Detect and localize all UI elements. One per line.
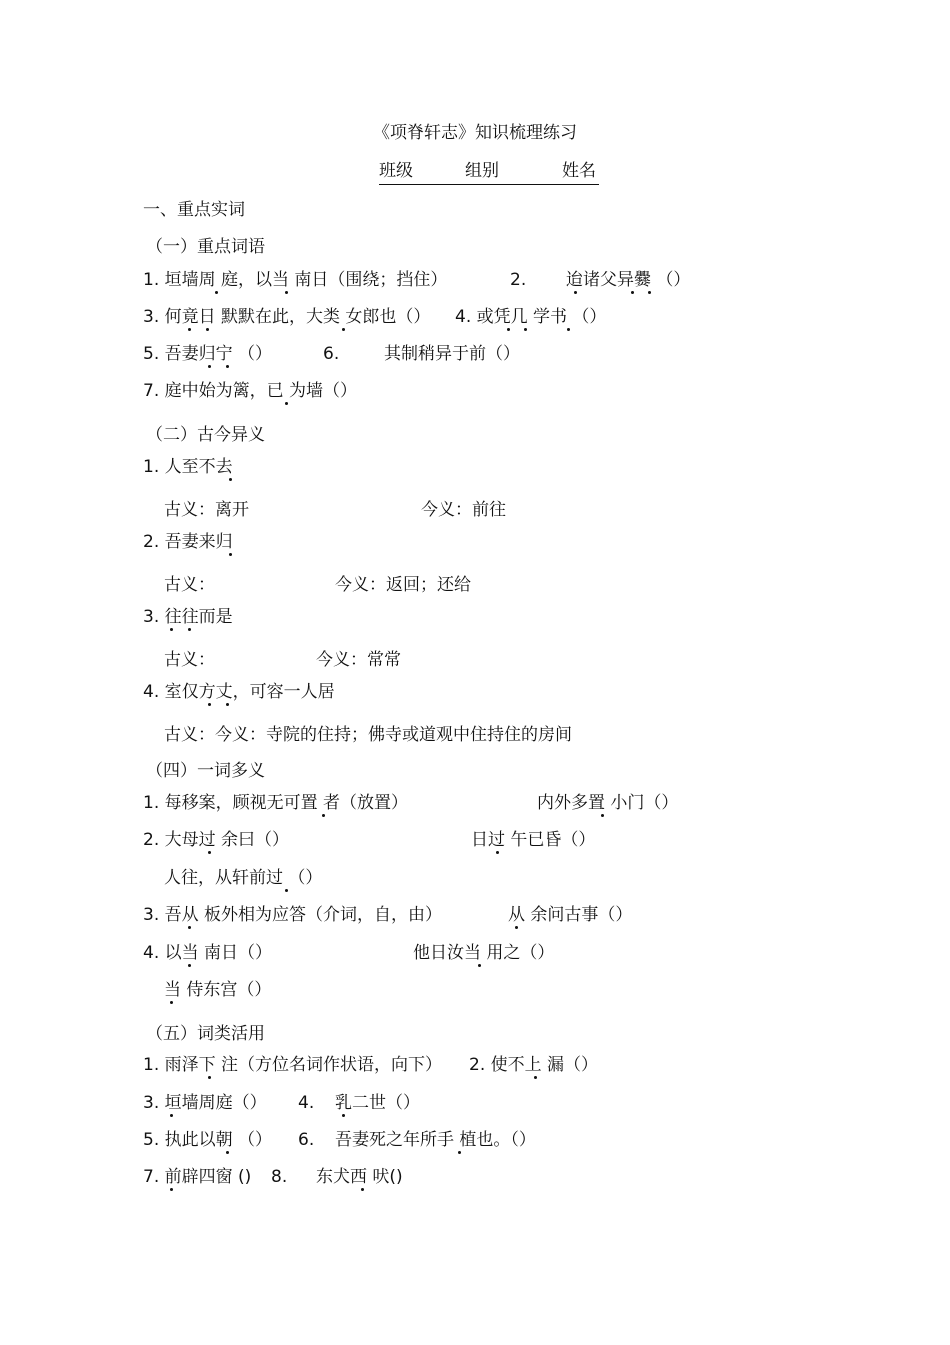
ancient-meaning: 古义：离开 (164, 500, 249, 520)
modern-meaning: 今义：常常 (316, 650, 401, 670)
question-line: 日过 午已昏（） (471, 830, 596, 850)
emphasis-dot (208, 703, 211, 706)
subsection-heading: （一）重点词语 (146, 237, 265, 257)
emphasis-dot (342, 328, 345, 331)
emphasis-dot (285, 889, 288, 892)
question-line: 3. 何竟日 默默在此，大类 女郎也（） (143, 307, 431, 327)
emphasis-dot (229, 553, 232, 556)
question-line: 7. 前辟四窗 () (143, 1167, 252, 1187)
ancient-meaning: 古义： (164, 575, 215, 595)
emphasis-dot (188, 964, 191, 967)
subsection-heading: （二）古今异义 (146, 425, 265, 445)
question-line: 迨诸父异爨 （） (566, 270, 691, 290)
emphasis-dot (648, 291, 651, 294)
emphasis-dot (229, 478, 232, 481)
emphasis-dot (208, 365, 211, 368)
question-line: 人往，从轩前过 （） (164, 868, 323, 888)
question-line: 5. 吾妻归宁 （） (143, 344, 273, 364)
section-heading: 一、重点实词 (143, 200, 245, 220)
page-title: 《项脊轩志》知识梳理练习 (373, 123, 577, 143)
question-line: 3. 垣墙周庭（） (143, 1093, 267, 1113)
emphasis-dot (496, 851, 499, 854)
emphasis-dot (631, 291, 634, 294)
question-line: 从 余问古事（） (508, 905, 633, 925)
modern-meaning: 今义：返回；还给 (335, 575, 471, 595)
ancient-meaning: 古义： (164, 650, 215, 670)
question-number: 4. (298, 1093, 315, 1113)
question-line: 他日汝当 用之（） (413, 943, 555, 963)
emphasis-dot (285, 402, 288, 405)
question-number: 6. (298, 1130, 315, 1150)
emphasis-dot (206, 328, 209, 331)
modern-meaning: 今义：前往 (421, 500, 506, 520)
question-line: 3. 往往而是 (143, 607, 233, 627)
question-line: 内外多置 小门（） (537, 793, 679, 813)
subsection-heading: （五）词类活用 (146, 1024, 265, 1044)
emphasis-dot (285, 291, 288, 294)
subsection-heading: （四）一词多义 (146, 761, 265, 781)
question-line: 乳二世（） (335, 1093, 420, 1113)
emphasis-dot (226, 1151, 229, 1154)
question-line: 吾妻死之年所手 植也。（） (335, 1130, 536, 1150)
question-line: 东犬西 吠() (316, 1167, 403, 1187)
question-line: 其制稍异于前（） (384, 344, 520, 364)
question-line: 7. 庭中始为篱，已 为墙（） (143, 381, 358, 401)
question-line: 4. 室仅方丈，可容一人居 (143, 682, 335, 702)
group-label: 组别 (465, 161, 499, 181)
emphasis-dot (534, 1076, 537, 1079)
emphasis-dot (170, 628, 173, 631)
class-label: 班级 (379, 161, 413, 181)
question-line: 4. 以当 南日（） (143, 943, 273, 963)
emphasis-dot (458, 1151, 461, 1154)
emphasis-dot (188, 926, 191, 929)
emphasis-dot (507, 328, 510, 331)
question-line: 3. 吾从 板外相为应答（介词，自，由） (143, 905, 443, 925)
question-line: 2. 使不上 漏（） (469, 1055, 599, 1075)
emphasis-dot (515, 926, 518, 929)
emphasis-dot (188, 328, 191, 331)
emphasis-dot (208, 851, 211, 854)
name-label: 姓名 (562, 161, 596, 181)
emphasis-dot (601, 814, 604, 817)
question-line: 当 侍东宫（） (164, 980, 272, 1000)
question-line: 2. 吾妻来归 (143, 532, 233, 552)
emphasis-dot (574, 291, 577, 294)
question-line: 4. 或凭几 学书 （） (455, 307, 607, 327)
emphasis-dot (188, 628, 191, 631)
emphasis-dot (226, 703, 229, 706)
emphasis-dot (478, 964, 481, 967)
meaning-line: 古义：今义：寺院的住持；佛寺或道观中住持住的房间 (164, 725, 572, 745)
question-number: 6. (323, 344, 340, 364)
emphasis-dot (215, 291, 218, 294)
emphasis-dot (567, 328, 570, 331)
question-line: 1. 人至不去 (143, 457, 233, 477)
question-number: 8. (271, 1167, 288, 1187)
emphasis-dot (208, 1076, 211, 1079)
emphasis-dot (170, 1001, 173, 1004)
student-info-line (379, 160, 599, 185)
question-line: 1. 每移案，顾视无可置 者（放置） (143, 793, 409, 813)
question-line: 5. 执此以朝 （） (143, 1130, 273, 1150)
question-number: 2. (510, 270, 527, 290)
emphasis-dot (342, 1114, 345, 1117)
emphasis-dot (361, 1188, 364, 1191)
question-line: 2. 大母过 余曰（） (143, 830, 290, 850)
question-line: 1. 垣墙周 庭，以当 南日（围绕；挡住） (143, 270, 448, 290)
question-line: 1. 雨泽下 注（方位名词作状语，向下） (143, 1055, 443, 1075)
emphasis-dot (170, 1188, 173, 1191)
emphasis-dot (170, 1114, 173, 1117)
emphasis-dot (226, 365, 229, 368)
emphasis-dot (322, 814, 325, 817)
emphasis-dot (524, 328, 527, 331)
